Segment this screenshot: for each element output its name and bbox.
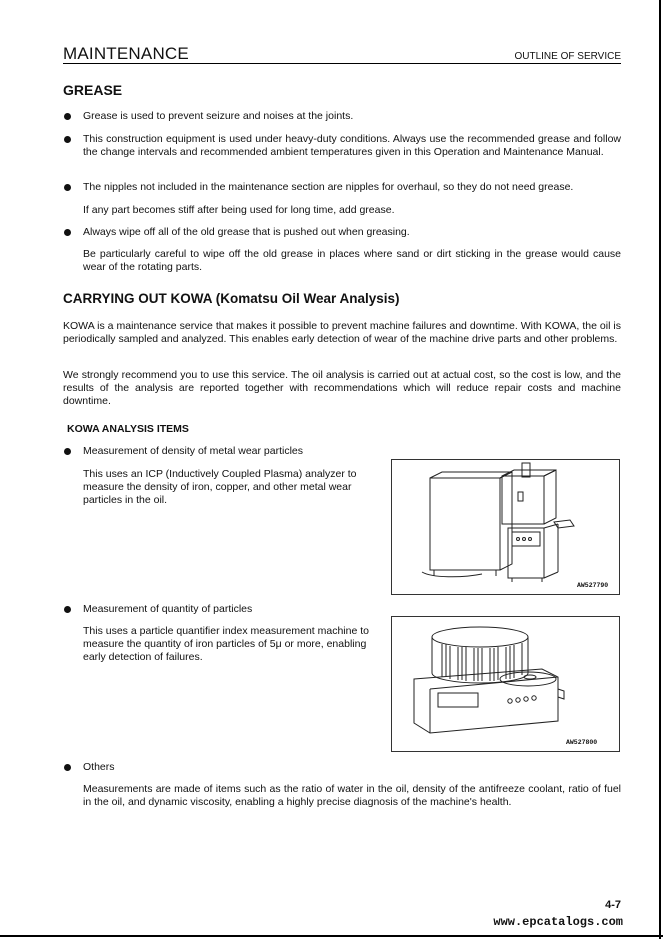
grease-bullet: Grease is used to prevent seizure and noises at the joints. [83, 110, 354, 122]
page-number: 4-7 [605, 899, 621, 911]
bullet-dot [64, 229, 71, 236]
kowa-heading: CARRYING OUT KOWA (Komatsu Oil Wear Analysis) [63, 291, 400, 306]
page-frame-bottom [0, 935, 663, 937]
kowa-paragraph: We strongly recommend you to use this service. The oil analysis is carried out at actual cost, so the cost is low, and the results of the analysis are reported together with recommendations which will reduce repair costs and machine downtime. [63, 369, 621, 407]
grease-bullet: Always wipe off all of the old grease that is pushed out when greasing. [83, 226, 410, 238]
bullet-dot [64, 184, 71, 191]
header-rule [63, 63, 621, 64]
kowa-paragraph: KOWA is a maintenance service that makes it possible to prevent machine failures and downtime. With KOWA, the oil is periodically sampled and analyzed. This enables early detection of wear of the machine drive parts and other problems. [63, 320, 621, 345]
kowa-item-text: This uses an ICP (Inductively Coupled Plasma) analyzer to measure the density of iron, copper, and other metal wear particles in the oil. [83, 468, 357, 506]
bullet-dot [64, 136, 71, 143]
grease-bullet: This construction equipment is used under heavy-duty conditions. Always use the recommended grease and follow the change intervals and recommended ambient temperatures given in this Operation and Maintenance Manual. [83, 133, 621, 158]
bullet-dot [64, 606, 71, 613]
kowa-item-text: Measurements are made of items such as the ratio of water in the oil, density of the antifreeze coolant, ratio of fuel in the oil, and dynamic viscosity, enabling a highly precise diagnosis of the machine's health. [83, 783, 621, 808]
grease-bullet: The nipples not included in the maintenance section are nipples for overhaul, so they do not need grease. [83, 181, 574, 193]
bullet-dot [64, 113, 71, 120]
kowa-item-text: This uses a particle quantifier index measurement machine to measure the quantity of iron particles of 5μ or more, enabling early detection of failures. [83, 625, 369, 663]
bullet-dot [64, 764, 71, 771]
grease-note: Be particularly careful to wipe off the old grease in places where sand or dirt sticking in the grease would cause wear of the rotating parts. [83, 248, 621, 273]
figure-id: AW527790 [577, 582, 609, 589]
figure-id: AW527800 [566, 739, 598, 746]
kowa-item-title: Others [83, 761, 115, 773]
kowa-item-title: Measurement of quantity of particles [83, 603, 253, 615]
icp-analyzer-illustration [392, 460, 619, 594]
icp-analyzer-figure [391, 459, 620, 595]
particle-quantifier-figure [391, 616, 620, 752]
grease-note: If any part becomes stiff after being used for long time, add grease. [83, 204, 395, 216]
kowa-item-title: Measurement of density of metal wear particles [83, 445, 304, 457]
particle-quantifier-illustration [392, 617, 619, 751]
grease-heading: GREASE [63, 82, 123, 98]
kowa-items-heading: KOWA ANALYSIS ITEMS [67, 423, 189, 435]
page-header-title: MAINTENANCE [63, 44, 189, 63]
page-header-section: OUTLINE OF SERVICE [514, 51, 621, 62]
page-frame-right [659, 0, 661, 939]
watermark-link[interactable]: www.epcatalogs.com [493, 915, 623, 929]
bullet-dot [64, 448, 71, 455]
